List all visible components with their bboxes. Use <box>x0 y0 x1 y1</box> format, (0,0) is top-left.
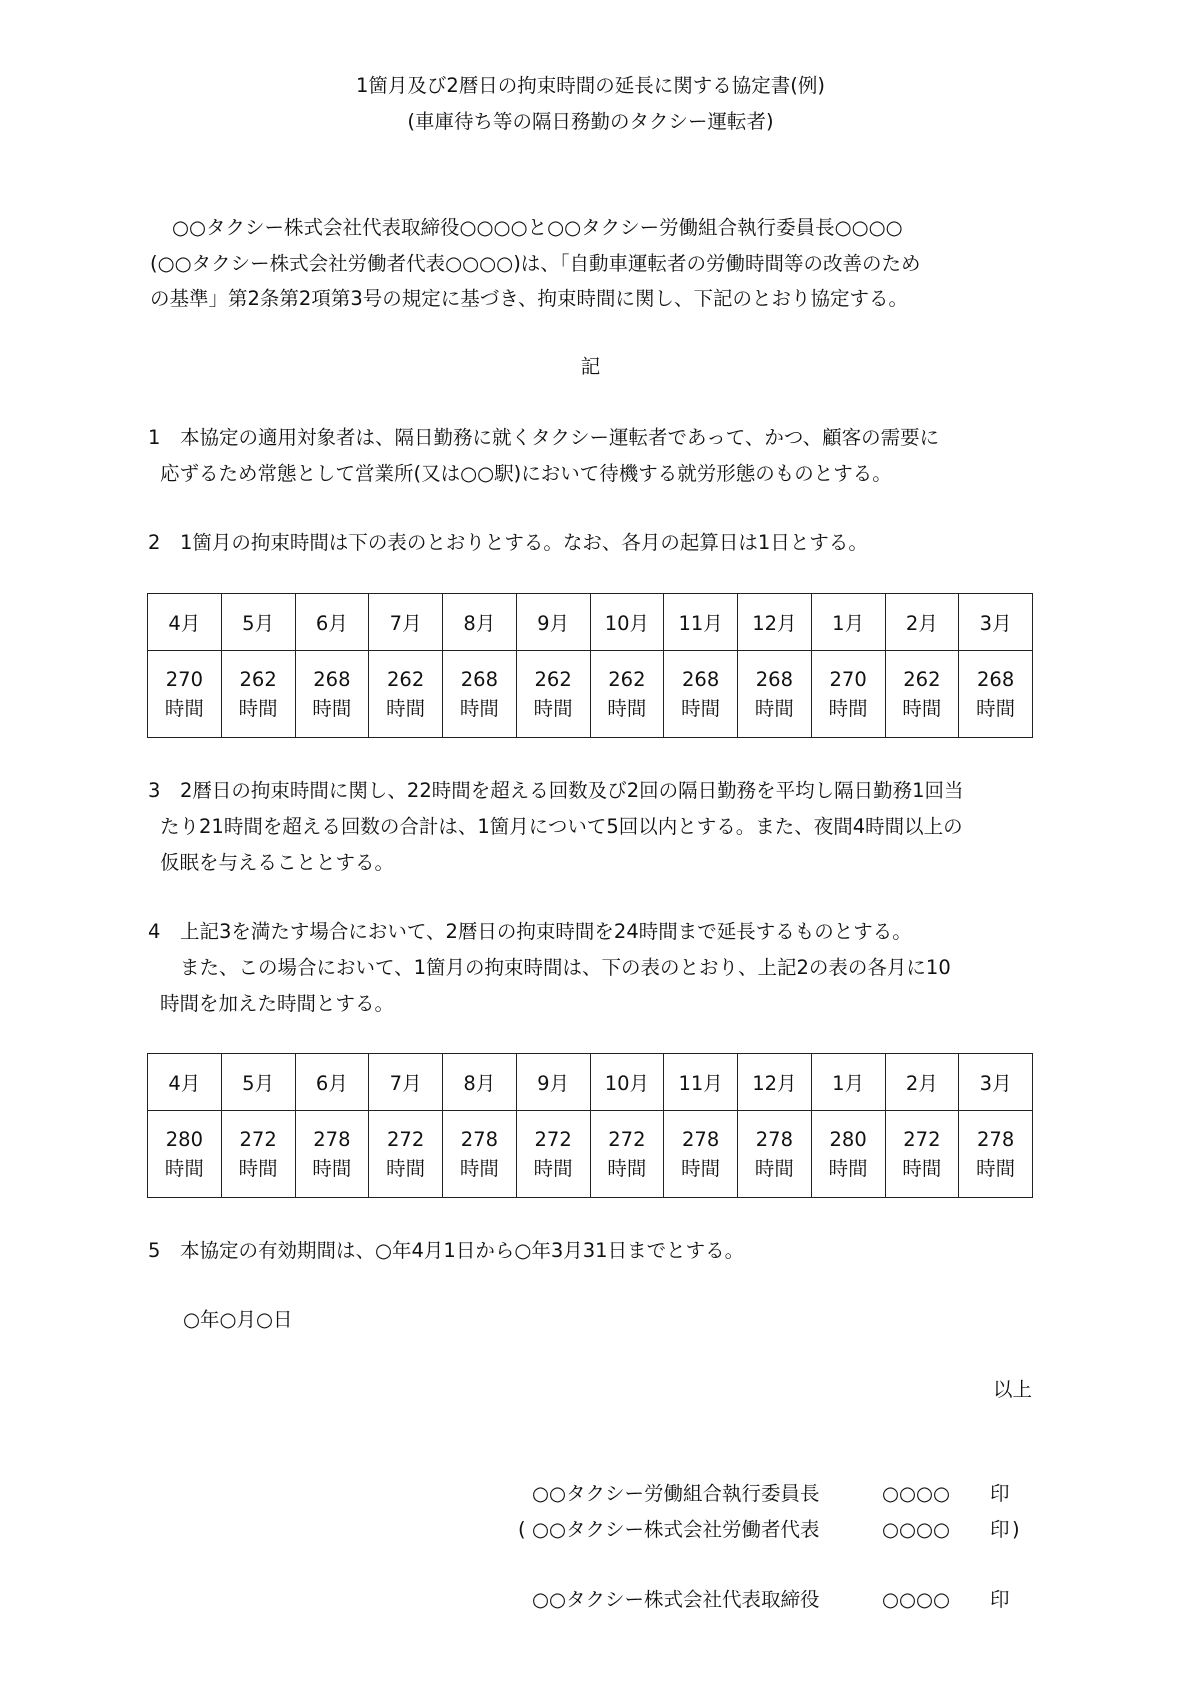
hours-value: 272 <box>534 1128 572 1151</box>
hours-value: 280 <box>165 1128 203 1151</box>
hours-value: 280 <box>829 1128 867 1151</box>
table2-month-cell: 5月 <box>221 1054 295 1111</box>
table1-month-cell: 10月 <box>590 594 664 651</box>
table1-hours-cell <box>148 651 222 738</box>
hours-unit: 時間 <box>976 1157 1016 1180</box>
hours-value: 272 <box>608 1128 646 1151</box>
item4-line-3: 時間を加えた時間とする。 <box>160 992 395 1015</box>
table2-hours-cell <box>590 1111 664 1198</box>
item4-line-2: また、この場合において、1箇月の拘束時間は、下の表のとおり、上記2の表の各月に10 <box>180 956 951 979</box>
hours-value: 268 <box>460 668 498 691</box>
table1-month-row <box>148 594 1033 651</box>
document-subtitle: (車庫待ち等の隔日務勤のタクシー運転者) <box>407 110 774 133</box>
item3-line-1: 2暦日の拘束時間に関し、22時間を超える回数及び2回の隔日勤務を平均し隔日勤務1回当 <box>180 779 964 802</box>
table2-month-cell: 8月 <box>443 1054 517 1111</box>
table2-month-cell: 6月 <box>295 1054 369 1111</box>
hours-table-1 <box>147 593 1033 738</box>
table1-month-cell: 6月 <box>295 594 369 651</box>
hours-unit: 時間 <box>312 1157 352 1180</box>
hours-value: 268 <box>313 668 351 691</box>
signature-worker-rep-seal: 印 <box>990 1518 1010 1541</box>
item1-line-1: 本協定の適用対象者は、隔日勤務に就くタクシー運転者であって、かつ、顧客の需要に <box>180 426 940 449</box>
item3-line-2: たり21時間を超える回数の合計は、1箇月について5回以内とする。また、夜間4時間以上の <box>160 815 963 838</box>
table1-month-cell: 3月 <box>959 594 1033 651</box>
table2-month-row <box>148 1054 1033 1111</box>
table2-hours-cell <box>295 1111 369 1198</box>
item5-number: 5 <box>148 1239 161 1262</box>
signature-worker-rep-title: ○○タクシー株式会社労働者代表 <box>532 1518 820 1541</box>
table2-hours-cell <box>738 1111 812 1198</box>
table1-hours-cell <box>295 651 369 738</box>
table2-hours-cell <box>811 1111 885 1198</box>
table1-month-cell: 2月 <box>885 594 959 651</box>
signature-company-seal: 印 <box>990 1588 1010 1611</box>
table2-hours-cell <box>664 1111 738 1198</box>
table1-month-cell: 1月 <box>811 594 885 651</box>
hours-value: 278 <box>977 1128 1015 1151</box>
table2-hours-cell <box>959 1111 1033 1198</box>
hours-value: 278 <box>460 1128 498 1151</box>
hours-value: 268 <box>977 668 1015 691</box>
table1-month-cell: 8月 <box>443 594 517 651</box>
table1-month-cell: 4月 <box>148 594 222 651</box>
table1-month-cell: 12月 <box>738 594 812 651</box>
hours-unit: 時間 <box>238 1157 278 1180</box>
hours-value: 278 <box>755 1128 793 1151</box>
table1-month-cell: 9月 <box>516 594 590 651</box>
hours-unit: 時間 <box>902 697 942 720</box>
table2-hours-cell <box>443 1111 517 1198</box>
table2-month-cell: 9月 <box>516 1054 590 1111</box>
table2-hours-row <box>148 1111 1033 1198</box>
hours-value: 270 <box>165 668 203 691</box>
signature-worker-rep-open: ( <box>518 1518 526 1541</box>
table1-hours-cell <box>959 651 1033 738</box>
hours-unit: 時間 <box>533 1157 573 1180</box>
table1-hours-cell <box>811 651 885 738</box>
hours-unit: 時間 <box>828 697 868 720</box>
hours-unit: 時間 <box>754 1157 794 1180</box>
hours-value: 268 <box>682 668 720 691</box>
item1-line-2: 応ずるため常態として営業所(又は○○駅)において待機する就労形態のものとする。 <box>160 462 892 485</box>
hours-unit: 時間 <box>607 697 647 720</box>
table1-hours-cell <box>443 651 517 738</box>
hours-value: 268 <box>755 668 793 691</box>
ki-heading: 記 <box>580 355 601 378</box>
hours-value: 262 <box>387 668 425 691</box>
table1-hours-cell <box>738 651 812 738</box>
hours-unit: 時間 <box>386 697 426 720</box>
hours-value: 262 <box>534 668 572 691</box>
table2-hours-cell <box>516 1111 590 1198</box>
hours-unit: 時間 <box>238 697 278 720</box>
hours-unit: 時間 <box>681 697 721 720</box>
table1-hours-row <box>148 651 1033 738</box>
table2-month-cell: 1月 <box>811 1054 885 1111</box>
hours-value: 272 <box>903 1128 941 1151</box>
closing-mark: 以上 <box>992 1378 1032 1401</box>
hours-value: 272 <box>387 1128 425 1151</box>
hours-unit: 時間 <box>533 697 573 720</box>
hours-unit: 時間 <box>312 697 352 720</box>
table1-hours-cell <box>221 651 295 738</box>
table1-month-cell: 11月 <box>664 594 738 651</box>
signature-union-seal: 印 <box>990 1482 1010 1505</box>
hours-value: 278 <box>682 1128 720 1151</box>
table2-hours-cell <box>148 1111 222 1198</box>
hours-unit: 時間 <box>607 1157 647 1180</box>
table1-hours-cell <box>664 651 738 738</box>
table2-month-cell: 3月 <box>959 1054 1033 1111</box>
hours-unit: 時間 <box>459 1157 499 1180</box>
table1-month-cell: 5月 <box>221 594 295 651</box>
table2-month-cell: 4月 <box>148 1054 222 1111</box>
hours-unit: 時間 <box>754 697 794 720</box>
signature-company-name: ○○○○ <box>882 1588 951 1611</box>
table1-hours-cell <box>516 651 590 738</box>
hours-value: 278 <box>313 1128 351 1151</box>
signature-union-name: ○○○○ <box>882 1482 951 1505</box>
hours-unit: 時間 <box>828 1157 868 1180</box>
item3-number: 3 <box>148 779 161 802</box>
table2-month-cell: 2月 <box>885 1054 959 1111</box>
agreement-date: ○年○月○日 <box>183 1308 293 1331</box>
signature-worker-rep-name: ○○○○ <box>882 1518 951 1541</box>
table2-month-cell: 12月 <box>738 1054 812 1111</box>
hours-table-2 <box>147 1053 1033 1198</box>
item2-text: 1箇月の拘束時間は下の表のとおりとする。なお、各月の起算日は1日とする。 <box>180 531 868 554</box>
signature-company-title: ○○タクシー株式会社代表取締役 <box>532 1588 820 1611</box>
intro-line-1: ○○タクシー株式会社代表取締役○○○○と○○タクシー労働組合執行委員長○○○○ <box>172 216 903 239</box>
intro-line-3: の基準」第2条第2項第3号の規定に基づき、拘束時間に関し、下記のとおり協定する。 <box>150 287 908 310</box>
table1-hours-cell <box>369 651 443 738</box>
table2-hours-cell <box>369 1111 443 1198</box>
item4-number: 4 <box>148 920 161 943</box>
hours-value: 262 <box>608 668 646 691</box>
item5-text: 本協定の有効期間は、○年4月1日から○年3月31日までとする。 <box>180 1239 745 1262</box>
table1-hours-cell <box>885 651 959 738</box>
item4-line-1: 上記3を満たす場合において、2暦日の拘束時間を24時間まで延長するものとする。 <box>180 920 912 943</box>
table2-hours-cell <box>885 1111 959 1198</box>
item1-number: 1 <box>148 426 161 449</box>
intro-line-2: (○○タクシー株式会社労働者代表○○○○)は、「自動車運転者の労働時間等の改善のため <box>150 252 921 275</box>
hours-unit: 時間 <box>976 697 1016 720</box>
table1-hours-cell <box>590 651 664 738</box>
hours-unit: 時間 <box>164 697 204 720</box>
signature-union-title: ○○タクシー労働組合執行委員長 <box>532 1482 820 1505</box>
hours-unit: 時間 <box>164 1157 204 1180</box>
hours-unit: 時間 <box>459 697 499 720</box>
hours-value: 262 <box>239 668 277 691</box>
item3-line-3: 仮眠を与えることとする。 <box>160 851 395 874</box>
hours-value: 272 <box>239 1128 277 1151</box>
hours-value: 270 <box>829 668 867 691</box>
hours-value: 262 <box>903 668 941 691</box>
item2-number: 2 <box>148 531 161 554</box>
document-title: 1箇月及び2暦日の拘束時間の延長に関する協定書(例) <box>355 74 826 97</box>
hours-unit: 時間 <box>902 1157 942 1180</box>
hours-unit: 時間 <box>386 1157 426 1180</box>
table1-month-cell: 7月 <box>369 594 443 651</box>
table2-hours-cell <box>221 1111 295 1198</box>
table2-month-cell: 11月 <box>664 1054 738 1111</box>
table2-month-cell: 7月 <box>369 1054 443 1111</box>
hours-unit: 時間 <box>681 1157 721 1180</box>
signature-worker-rep-close: ) <box>1012 1518 1020 1541</box>
table2-month-cell: 10月 <box>590 1054 664 1111</box>
